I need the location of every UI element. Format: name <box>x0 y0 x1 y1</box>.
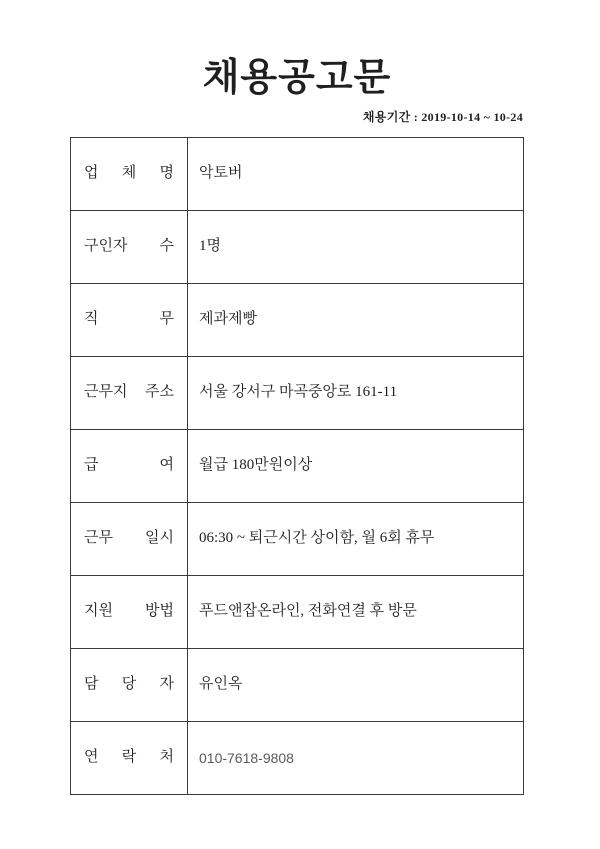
table-row <box>71 284 524 357</box>
row-value: 1명 <box>188 211 524 284</box>
row-value: 06:30 ~ 퇴근시간 상이함, 월 6회 휴무 <box>188 503 524 576</box>
row-label: 근무지 주소 <box>71 357 188 430</box>
row-value: 월급 180만원이상 <box>188 430 524 503</box>
row-value: 제과제빵 <box>188 284 524 357</box>
table-row <box>71 649 524 722</box>
row-label: 연 락 처 <box>71 722 188 795</box>
row-value: 010-7618-9808 <box>188 722 524 795</box>
row-value: 서울 강서구 마곡중앙로 161-11 <box>188 357 524 430</box>
page-title: 채용공고문 <box>202 57 392 99</box>
table-row <box>71 503 524 576</box>
row-label: 직 무 <box>71 284 188 357</box>
table-row <box>71 138 524 211</box>
table-row <box>71 211 524 284</box>
row-label: 지원 방법 <box>71 576 188 649</box>
row-label: 담 당 자 <box>71 649 188 722</box>
job-table-body <box>71 138 524 795</box>
row-value: 유인옥 <box>188 649 524 722</box>
table-row <box>71 430 524 503</box>
row-label: 업 체 명 <box>71 138 188 211</box>
row-label: 근무 일시 <box>71 503 188 576</box>
row-label: 구인자 수 <box>71 211 188 284</box>
table-row <box>71 576 524 649</box>
table-row <box>71 357 524 430</box>
table-row <box>71 722 524 795</box>
row-label: 급 여 <box>71 430 188 503</box>
recruitment-period: 채용기간 : 2019-10-14 ~ 10-24 <box>362 110 523 124</box>
job-table <box>70 137 524 795</box>
row-value: 악토버 <box>188 138 524 211</box>
row-value: 푸드앤잡온라인, 전화연결 후 방문 <box>188 576 524 649</box>
